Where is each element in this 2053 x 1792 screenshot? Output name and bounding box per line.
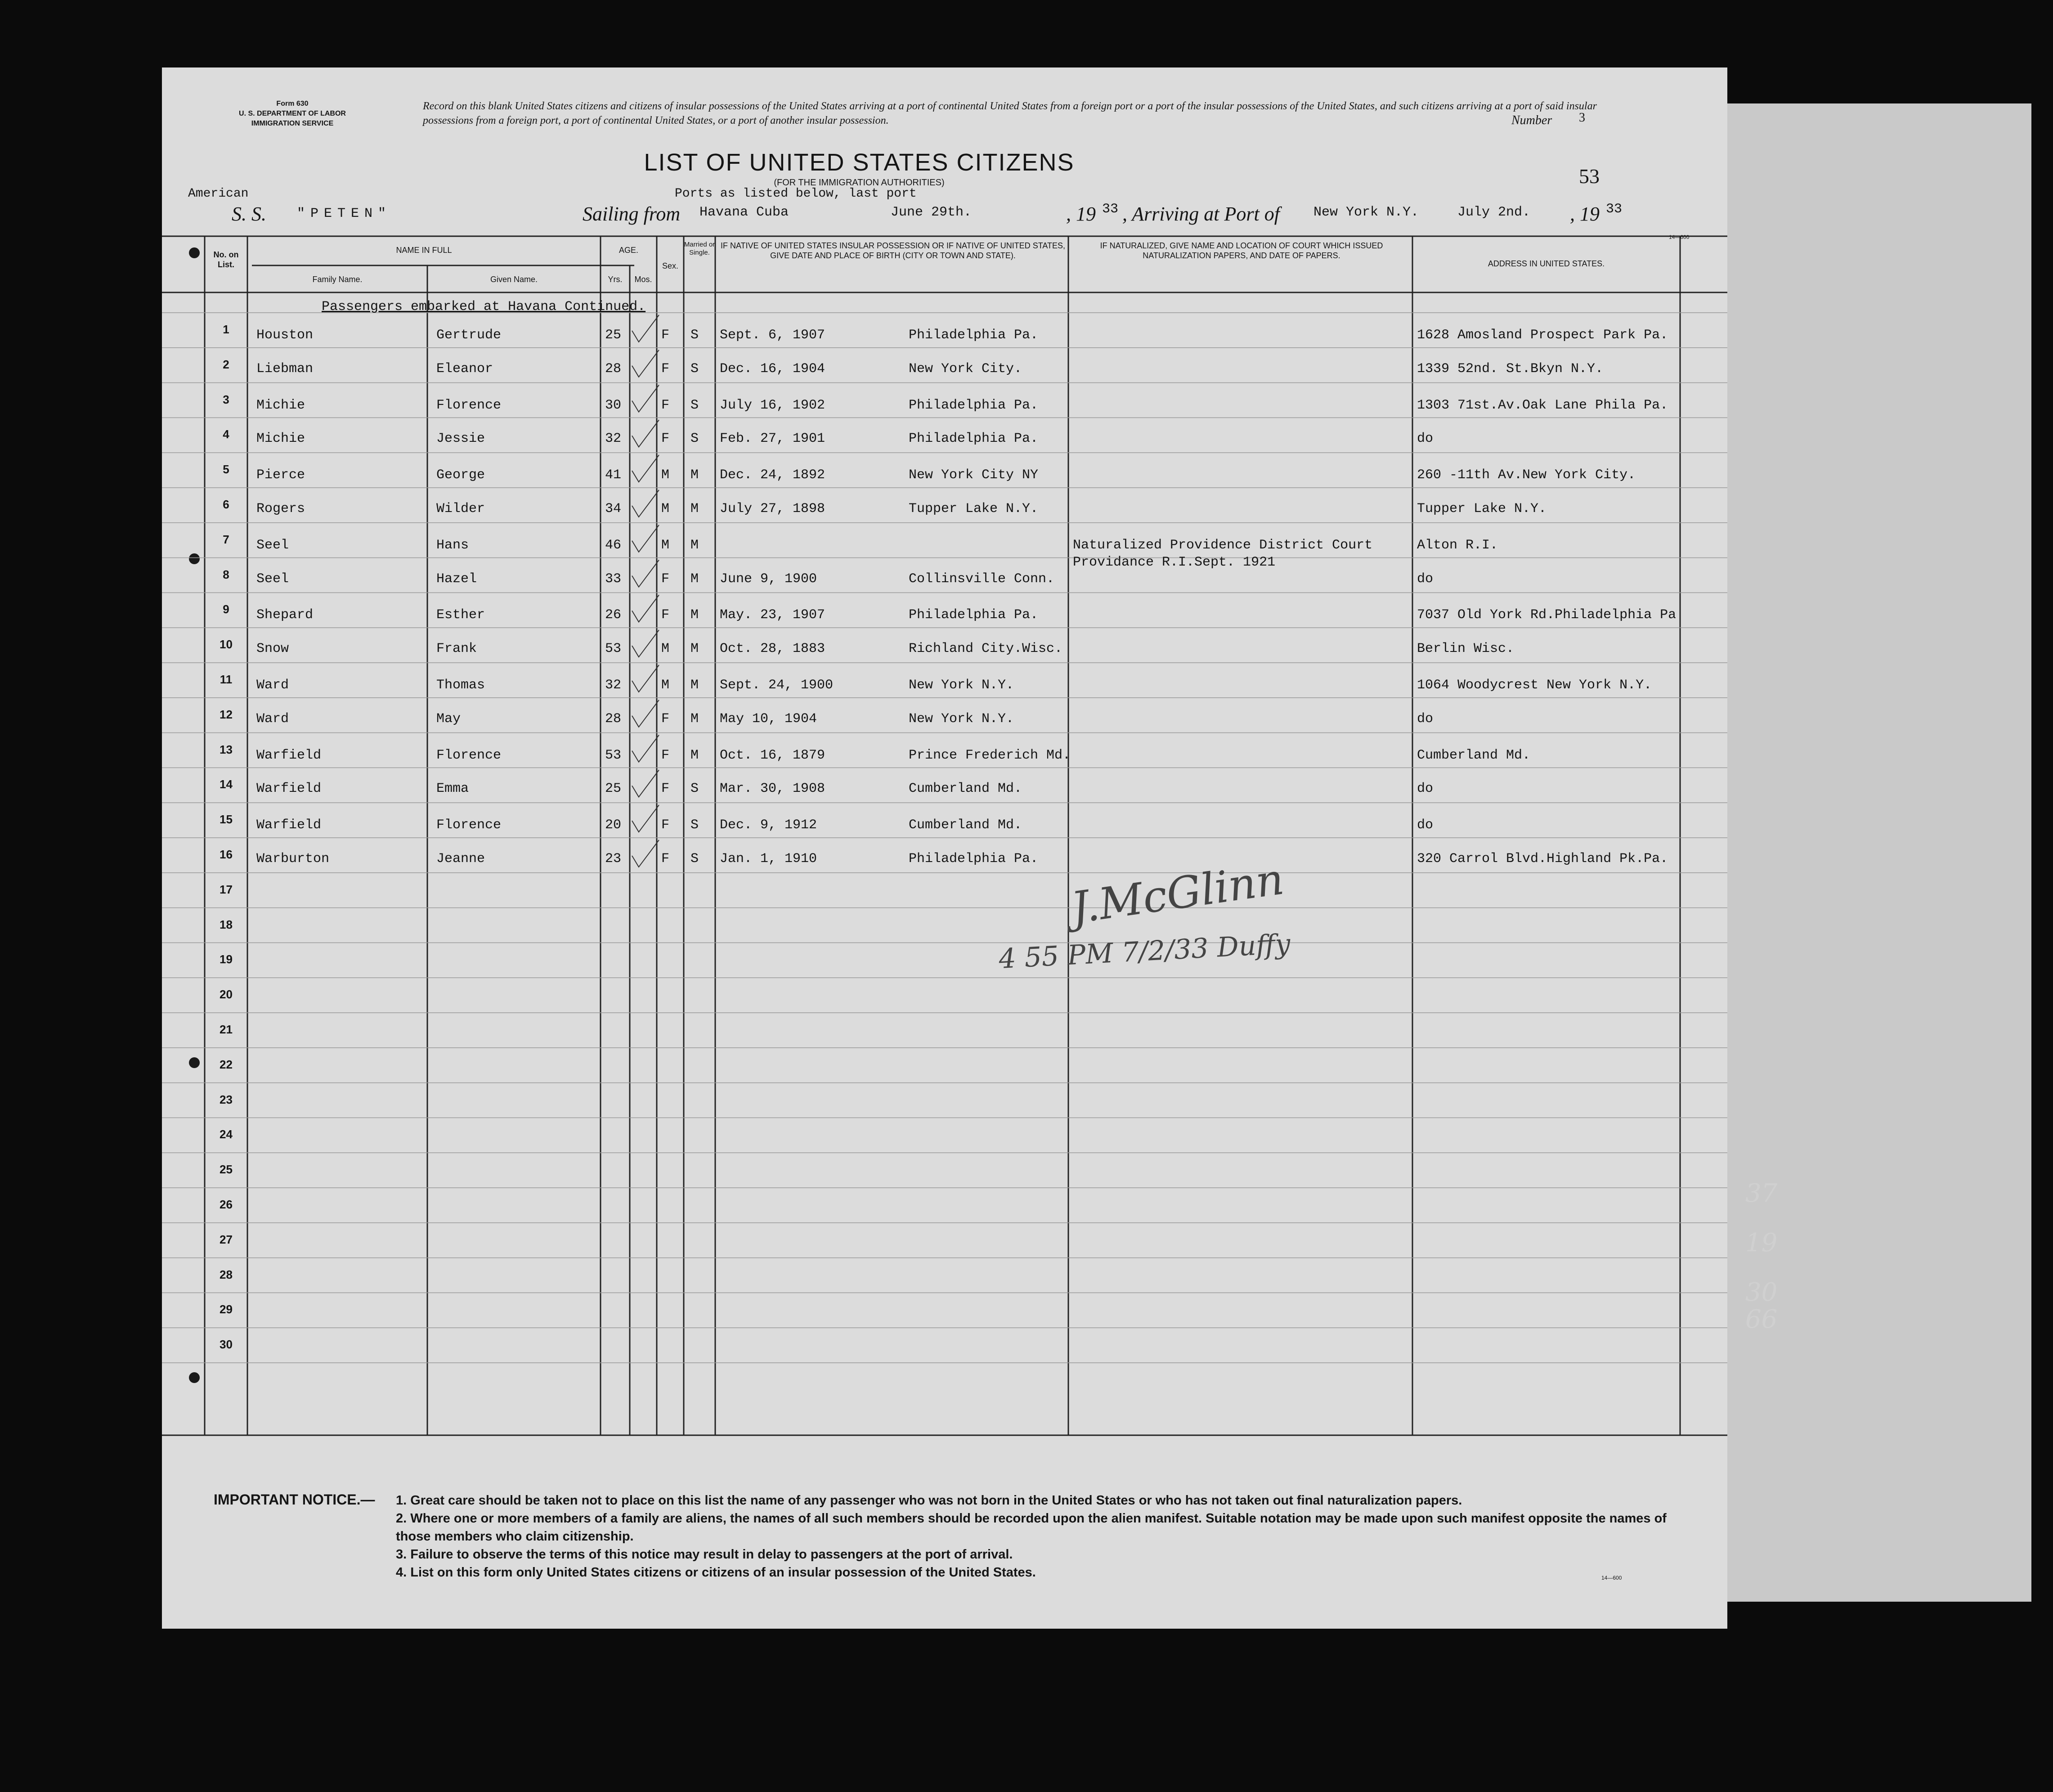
header-mos: Mos. (634, 275, 652, 284)
check-mark (632, 735, 659, 762)
check-mark (632, 525, 659, 552)
form-code-top: 14—600 (1669, 234, 1690, 240)
birth-date: Sept. 6, 1907 (720, 328, 825, 343)
form-number: Form 630 (276, 100, 309, 108)
form-code-bottom: 14—600 (1601, 1575, 1622, 1581)
underlying-sheet (1705, 103, 2031, 1602)
address: 260 -11th Av.New York City. (1417, 467, 1636, 483)
row-number: 29 (220, 1302, 233, 1316)
record-instructions: Record on this blank United States citizens and citizens of insular possessions of the United States arriving at a port of continental United States from a foreign port or a port of the insular possessions of the United States, and such citizens arriving at a port of said insular possessions from a foreign port, a port of continental United States, or a port of another insular possession. (423, 100, 1597, 126)
sex: F (661, 571, 670, 587)
family-name: Liebman (256, 361, 314, 377)
age-years: 25 (605, 781, 622, 797)
birth-place: New York City NY (909, 467, 1039, 483)
married-single: M (690, 678, 699, 693)
birth-date: May. 23, 1907 (720, 607, 825, 623)
married-single: S (690, 431, 699, 447)
married-single: M (690, 711, 699, 727)
row7-naturalization-detail: Providance R.I.Sept. 1921 (1073, 555, 1276, 570)
married-single: M (690, 571, 699, 587)
row-number: 14 (220, 777, 233, 791)
family-name: Pierce (256, 467, 305, 483)
birth-place: Philadelphia Pa. (909, 851, 1039, 867)
address: Tupper Lake N.Y. (1417, 501, 1547, 516)
header-sex: Sex. (662, 261, 679, 270)
given-name: George (436, 467, 485, 483)
check-mark (632, 700, 659, 727)
married-single: S (690, 851, 699, 867)
row-number: 27 (220, 1232, 233, 1246)
birth-place: Tupper Lake N.Y. (909, 501, 1039, 516)
given-name: Jeanne (436, 851, 485, 867)
birth-date: May 10, 1904 (720, 711, 817, 727)
age-years: 32 (605, 678, 622, 693)
birth-place: Richland City.Wisc. (909, 641, 1063, 657)
row-number: 13 (220, 742, 233, 756)
age-years: 28 (605, 361, 622, 377)
age-years: 25 (605, 328, 622, 343)
given-name: Thomas (436, 678, 485, 693)
address: Berlin Wisc. (1417, 641, 1515, 657)
sailing-port: Havana Cuba (699, 205, 789, 220)
notice-items (396, 1491, 1691, 1581)
age-years: 28 (605, 711, 622, 727)
check-mark (632, 315, 659, 342)
given-name: Hans (436, 537, 469, 553)
check-mark (632, 350, 659, 377)
sex: F (661, 328, 670, 343)
family-name: Ward (256, 711, 289, 727)
manifest-page (162, 67, 1727, 1629)
address: 1303 71st.Av.Oak Lane Phila Pa. (1417, 397, 1668, 413)
birth-place: Philadelphia Pa. (909, 431, 1039, 447)
family-name: Warburton (256, 851, 330, 867)
check-mark (632, 420, 659, 447)
row-number: 17 (220, 882, 233, 896)
arrival-year-prefix: , 19 (1570, 203, 1600, 225)
header-name-in-full: NAME IN FULL (396, 246, 452, 255)
family-name: Michie (256, 431, 305, 447)
sex: F (661, 711, 670, 727)
margin-note-1: 37 (1745, 1179, 1778, 1208)
married-single: S (690, 397, 699, 413)
birth-place: New York City. (909, 361, 1022, 377)
birth-date: Sept. 24, 1900 (720, 678, 834, 693)
row-number: 25 (220, 1163, 233, 1177)
arrival-port: New York N.Y. (1313, 205, 1419, 220)
row-number: 21 (220, 1023, 233, 1036)
sex: F (661, 361, 670, 377)
age-years: 30 (605, 397, 622, 413)
married-single: S (690, 817, 699, 833)
birth-date: Oct. 28, 1883 (720, 641, 825, 657)
family-name: Seel (256, 571, 289, 587)
birth-place: Cumberland Md. (909, 781, 1022, 797)
check-mark (632, 840, 659, 867)
row-number: 30 (220, 1338, 233, 1352)
family-name: Shepard (256, 607, 314, 623)
ss-label: S. S. (232, 203, 266, 225)
check-mark (632, 490, 659, 517)
family-name: Warfield (256, 781, 322, 797)
row-number: 12 (220, 707, 233, 721)
sailing-date: June 29th. (891, 205, 972, 220)
check-mark (632, 560, 659, 587)
row-number: 18 (220, 917, 233, 931)
married-single: M (690, 607, 699, 623)
header-family-name: Family Name. (312, 275, 363, 284)
birth-date: Mar. 30, 1908 (720, 781, 825, 797)
given-name: Florence (436, 747, 502, 763)
sex: M (661, 467, 670, 483)
header-no: No. on List. (213, 250, 239, 269)
married-single: M (690, 537, 699, 553)
sex: F (661, 851, 670, 867)
family-name: Ward (256, 678, 289, 693)
sex: F (661, 781, 670, 797)
row-number: 28 (220, 1267, 233, 1281)
sex: M (661, 501, 670, 516)
married-single: M (690, 747, 699, 763)
margin-note-2: 19 (1745, 1228, 1778, 1258)
address: 1339 52nd. St.Bkyn N.Y. (1417, 361, 1604, 377)
check-mark (632, 630, 659, 657)
header-given-name: Given Name. (490, 275, 538, 284)
number-value: 3 (1579, 111, 1585, 125)
header-age: AGE. (619, 246, 638, 255)
birth-date: July 16, 1902 (720, 397, 825, 413)
address: 7037 Old York Rd.Philadelphia Pa (1417, 607, 1676, 623)
row-number: 2 (223, 357, 229, 371)
address: Cumberland Md. (1417, 747, 1531, 763)
arriving-label: , Arriving at Port of (1122, 203, 1280, 225)
notice-item-3: 3. Failure to observe the terms of this notice may result in delay to passengers at the port of arrival. (396, 1547, 1013, 1562)
sex: F (661, 431, 670, 447)
family-name: Seel (256, 537, 289, 553)
address: do (1417, 431, 1434, 447)
margin-note-3: 30 (1745, 1278, 1778, 1307)
form-title: LIST OF UNITED STATES CITIZENS (644, 149, 1075, 176)
row-number: 16 (220, 848, 233, 861)
birth-date: June 9, 1900 (720, 571, 817, 587)
address: do (1417, 571, 1434, 587)
married-single: S (690, 361, 699, 377)
sex: F (661, 747, 670, 763)
row-number: 7 (223, 532, 229, 546)
birth-place: Collinsville Conn. (909, 571, 1055, 587)
check-mark (632, 385, 659, 412)
header-native: IF NATIVE OF UNITED STATES INSULAR POSSESSION OR IF NATIVE OF UNITED STATES, GIVE DATE AND PLACE OF BIRTH (CITY OR TOWN AND STATE). (720, 241, 1066, 260)
address: Alton R.I. (1417, 537, 1498, 553)
sailing-label: Sailing from (583, 203, 681, 225)
age-years: 23 (605, 851, 622, 867)
check-mark (632, 805, 659, 832)
age-years: 46 (605, 537, 622, 553)
family-name: Rogers (256, 501, 305, 516)
check-mark (632, 595, 659, 622)
given-name: Wilder (436, 501, 485, 516)
handwritten-stamp-line: 4 55 PM 7/2/33 Duffy (998, 928, 1291, 975)
american-label: American (188, 187, 249, 201)
given-name: May (436, 711, 461, 727)
row-number: 6 (223, 498, 229, 511)
age-years: 20 (605, 817, 622, 833)
family-name: Warfield (256, 817, 322, 833)
sailing-year: 33 (1102, 202, 1119, 217)
given-name: Frank (436, 641, 477, 657)
given-name: Florence (436, 397, 502, 413)
given-name: Jessie (436, 431, 485, 447)
married-single: M (690, 501, 699, 516)
family-name: Michie (256, 397, 305, 413)
given-name: Florence (436, 817, 502, 833)
naturalization: Naturalized Providence District Court (1073, 537, 1373, 553)
age-years: 33 (605, 571, 622, 587)
page-number: 53 (1579, 165, 1600, 188)
address: do (1417, 781, 1434, 797)
sailing-year-prefix: , 19 (1066, 203, 1096, 225)
birth-date: Oct. 16, 1879 (720, 747, 825, 763)
birth-place: Prince Frederich Md. (909, 747, 1071, 763)
family-name: Warfield (256, 747, 322, 763)
birth-date: July 27, 1898 (720, 501, 825, 516)
row-number: 1 (223, 323, 229, 336)
margin-note-4: 66 (1745, 1305, 1778, 1334)
married-single: M (690, 641, 699, 657)
sex: M (661, 641, 670, 657)
row-number: 26 (220, 1198, 233, 1211)
given-name: Hazel (436, 571, 477, 587)
row-number: 3 (223, 392, 229, 406)
arrival-date: July 2nd. (1457, 205, 1531, 220)
number-label: Number (1511, 113, 1552, 127)
row-number: 10 (220, 638, 233, 651)
married-single: S (690, 328, 699, 343)
row-number: 11 (220, 673, 233, 686)
age-years: 53 (605, 747, 622, 763)
header-address: ADDRESS IN UNITED STATES. (1488, 259, 1605, 268)
header-naturalized: IF NATURALIZED, GIVE NAME AND LOCATION OF COURT WHICH ISSUED NATURALIZATION PAPERS, AND DATE OF PAPERS. (1100, 241, 1383, 260)
section-note: Passengers embarked at Havana Continued. (322, 299, 646, 314)
age-years: 41 (605, 467, 622, 483)
row-number: 22 (220, 1057, 233, 1071)
header-married-single: Married or Single. (684, 241, 715, 256)
check-mark (632, 455, 659, 482)
row-number: 5 (223, 463, 229, 476)
address: do (1417, 817, 1434, 833)
address: 1628 Amosland Prospect Park Pa. (1417, 328, 1668, 343)
row-number: 9 (223, 602, 229, 616)
family-name: Houston (256, 328, 314, 343)
arrival-year: 33 (1606, 202, 1623, 217)
header-yrs: Yrs. (608, 275, 623, 284)
married-single: S (690, 781, 699, 797)
birth-date: Dec. 16, 1904 (720, 361, 825, 377)
notice-item-4: 4. List on this form only United States citizens or citizens of an insular possession of the United States. (396, 1565, 1036, 1580)
age-years: 53 (605, 641, 622, 657)
form-subtitle: (FOR THE IMMIGRATION AUTHORITIES) (774, 178, 945, 188)
row-number: 19 (220, 952, 233, 966)
age-years: 26 (605, 607, 622, 623)
birth-date: Jan. 1, 1910 (720, 851, 817, 867)
age-years: 34 (605, 501, 622, 516)
row-number: 24 (220, 1127, 233, 1141)
ports-note: Ports as listed below, last port (675, 187, 917, 201)
birth-date: Dec. 24, 1892 (720, 467, 825, 483)
age-years: 32 (605, 431, 622, 447)
address: 320 Carrol Blvd.Highland Pk.Pa. (1417, 851, 1668, 867)
notice-item-1: 1. Great care should be taken not to place on this list the name of any passenger who was not born in the United States or who has not taken out final naturalization papers. (396, 1493, 1462, 1508)
sex: F (661, 397, 670, 413)
birth-place: New York N.Y. (909, 711, 1014, 727)
birth-place: Philadelphia Pa. (909, 397, 1039, 413)
sex: M (661, 678, 670, 693)
row-number: 15 (220, 813, 233, 826)
address: do (1417, 711, 1434, 727)
row-number: 4 (223, 427, 229, 441)
birth-place: New York N.Y. (909, 678, 1014, 693)
given-name: Gertrude (436, 328, 502, 343)
given-name: Emma (436, 781, 469, 797)
family-name: Snow (256, 641, 289, 657)
check-mark (632, 770, 659, 797)
service: IMMIGRATION SERVICE (251, 120, 334, 127)
notice-item-2: 2. Where one or more members of a family are aliens, the names of all such members should be recorded upon the alien manifest. Suitable notation may be made upon such manifest opposite the names of those members who claim citizenship. (396, 1511, 1667, 1544)
birth-place: Philadelphia Pa. (909, 328, 1039, 343)
sex: F (661, 607, 670, 623)
birth-date: Dec. 9, 1912 (720, 817, 817, 833)
married-single: M (690, 467, 699, 483)
ship-name: "PETEN" (297, 206, 392, 221)
address: 1064 Woodycrest New York N.Y. (1417, 678, 1652, 693)
sex: M (661, 537, 670, 553)
given-name: Eleanor (436, 361, 493, 377)
given-name: Esther (436, 607, 485, 623)
birth-date: Feb. 27, 1901 (720, 431, 825, 447)
row-number: 20 (220, 988, 233, 1002)
row-number: 23 (220, 1092, 233, 1106)
notice-title: IMPORTANT NOTICE.— (214, 1491, 375, 1508)
birth-place: Philadelphia Pa. (909, 607, 1039, 623)
row-number: 8 (223, 567, 229, 581)
birth-place: Cumberland Md. (909, 817, 1022, 833)
sex: F (661, 817, 670, 833)
handwritten-signature: J.McGlinn (1068, 853, 1287, 934)
check-mark (632, 665, 659, 692)
department: U. S. DEPARTMENT OF LABOR (239, 110, 346, 117)
